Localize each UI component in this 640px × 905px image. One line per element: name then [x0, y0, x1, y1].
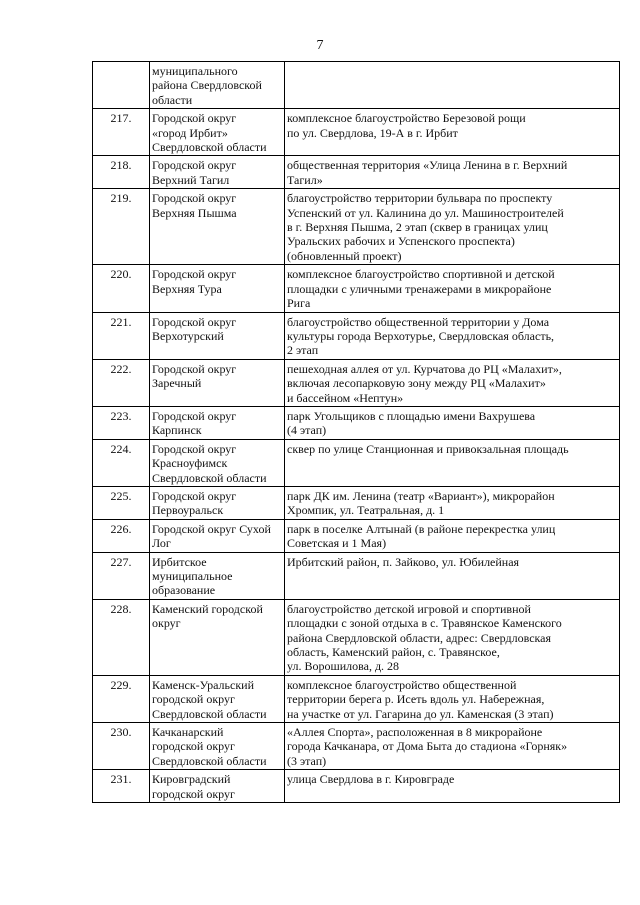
municipality-cell: Городской округ Карпинск — [150, 406, 285, 439]
page-number: 7 — [316, 38, 324, 53]
table-row — [93, 519, 620, 552]
municipality-cell: Городской округ Верхняя Пышма — [150, 189, 285, 265]
table-body — [93, 62, 620, 803]
row-number-cell: 226. — [93, 519, 150, 552]
municipality-cell: муниципального района Свердловской области — [150, 62, 285, 109]
project-cell: улица Свердлова в г. Кировграде — [285, 770, 620, 803]
row-number-cell: 228. — [93, 599, 150, 675]
municipality-cell: Ирбитское муниципальное образование — [150, 552, 285, 599]
table-row — [93, 359, 620, 406]
municipality-cell: Городской округ Первоуральск — [150, 486, 285, 519]
municipality-cell: Городской округ Сухой Лог — [150, 519, 285, 552]
project-cell: комплексное благоустройство общественной территории берега р. Исеть вдоль ул. Набережная, на участке от ул. Гагарина до ул. Каменская (3 этап) — [285, 675, 620, 722]
row-number-cell: 219. — [93, 189, 150, 265]
project-cell: общественная территория «Улица Ленина в г. Верхний Тагил» — [285, 156, 620, 189]
municipality-cell: Городской округ «город Ирбит» Свердловской области — [150, 109, 285, 156]
table-row — [93, 406, 620, 439]
municipality-cell: Качканарский городской округ Свердловской области — [150, 723, 285, 770]
table-row — [93, 109, 620, 156]
row-number-cell: 218. — [93, 156, 150, 189]
project-cell: благоустройство детской игровой и спортивной площадки с зоной отдыха в с. Травянское Каменского района Свердловской области, адрес: Свердловская область, Каменский район, с. Травянское, ул. Ворошилова, д. 28 — [285, 599, 620, 675]
project-cell: «Аллея Спорта», расположенная в 8 микрорайоне города Качканара, от Дома Быта до стадиона «Горняк» (3 этап) — [285, 723, 620, 770]
project-cell: благоустройство общественной территории у Дома культуры города Верхотурье, Свердловская область, 2 этап — [285, 312, 620, 359]
project-cell: комплексное благоустройство спортивной и детской площадки с уличными тренажерами в микрорайоне Рига — [285, 265, 620, 312]
table-row — [93, 62, 620, 109]
row-number-cell — [93, 62, 150, 109]
table-row — [93, 675, 620, 722]
municipality-cell: Городской округ Заречный — [150, 359, 285, 406]
project-cell: парк ДК им. Ленина (театр «Вариант»), микрорайон Хромпик, ул. Театральная, д. 1 — [285, 486, 620, 519]
municipality-cell: Городской округ Красноуфимск Свердловской области — [150, 439, 285, 486]
municipality-cell: Каменский городской округ — [150, 599, 285, 675]
row-number-cell: 230. — [93, 723, 150, 770]
project-cell: комплексное благоустройство Березовой рощи по ул. Свердлова, 19-А в г. Ирбит — [285, 109, 620, 156]
table-row — [93, 189, 620, 265]
row-number-cell: 229. — [93, 675, 150, 722]
municipality-projects-table — [92, 61, 620, 803]
table-row — [93, 770, 620, 803]
municipality-cell: Городской округ Верхотурский — [150, 312, 285, 359]
municipality-cell: Кировградский городской округ — [150, 770, 285, 803]
row-number-cell: 220. — [93, 265, 150, 312]
project-cell: парк Угольщиков с площадью имени Вахрушева (4 этап) — [285, 406, 620, 439]
project-cell: пешеходная аллея от ул. Курчатова до РЦ «Малахит», включая лесопарковую зону между РЦ «Малахит» и бассейном «Нептун» — [285, 359, 620, 406]
table-row — [93, 486, 620, 519]
row-number-cell: 223. — [93, 406, 150, 439]
project-cell: сквер по улице Станционная и привокзальная площадь — [285, 439, 620, 486]
row-number-cell: 227. — [93, 552, 150, 599]
municipality-cell: Городской округ Верхняя Тура — [150, 265, 285, 312]
project-cell: Ирбитский район, п. Зайково, ул. Юбилейная — [285, 552, 620, 599]
table-row — [93, 312, 620, 359]
project-cell: благоустройство территории бульвара по проспекту Успенский от ул. Калинина до ул. Машиностроителей в г. Верхняя Пышма, 2 этап (сквер в границах улиц Уральских рабочих и Успенского проспекта) (обновленный проект) — [285, 189, 620, 265]
table-row — [93, 439, 620, 486]
row-number-cell: 231. — [93, 770, 150, 803]
municipality-cell: Каменск-Уральский городской округ Свердловской области — [150, 675, 285, 722]
row-number-cell: 222. — [93, 359, 150, 406]
row-number-cell: 221. — [93, 312, 150, 359]
table-row — [93, 723, 620, 770]
row-number-cell: 217. — [93, 109, 150, 156]
municipality-cell: Городской округ Верхний Тагил — [150, 156, 285, 189]
row-number-cell: 224. — [93, 439, 150, 486]
table-row — [93, 265, 620, 312]
project-cell: парк в поселке Алтынай (в районе перекрестка улиц Советская и 1 Мая) — [285, 519, 620, 552]
table-row — [93, 156, 620, 189]
table-row — [93, 552, 620, 599]
row-number-cell: 225. — [93, 486, 150, 519]
table-row — [93, 599, 620, 675]
project-cell — [285, 62, 620, 109]
